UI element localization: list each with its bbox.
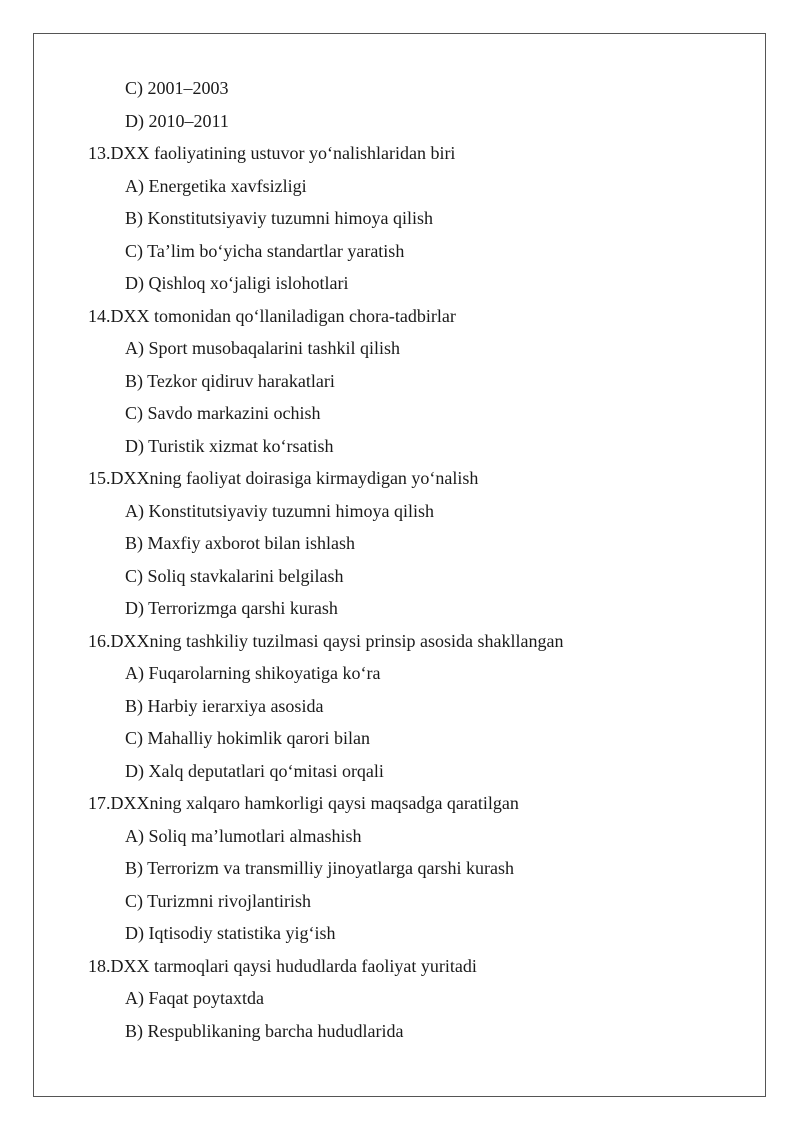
answer-option-15c: C) Soliq stavkalarini belgilash xyxy=(125,565,344,586)
answer-option-14d: D) Turistik xizmat ko‘rsatish xyxy=(125,435,334,456)
question-14: 14.DXX tomonidan qo‘llaniladigan chora-tadbirlar xyxy=(88,305,456,326)
question-13: 13.DXX faoliyatining ustuvor yo‘nalishlaridan biri xyxy=(88,143,456,163)
answer-option-16c: C) Mahalliy hokimlik qarori bilan xyxy=(125,728,370,748)
answer-option-12c: C) 2001–2003 xyxy=(125,78,229,98)
answer-option-15a: A) Konstitutsiyaviy tuzumni himoya qilish xyxy=(125,500,434,521)
answer-option-16a: A) Fuqarolarning shikoyatiga ko‘ra xyxy=(125,663,381,683)
answer-option-18a: A) Faqat poytaxtda xyxy=(125,988,264,1008)
answer-option-13c: C) Ta’lim bo‘yicha standartlar yaratish xyxy=(125,240,405,261)
answer-option-13b: B) Konstitutsiyaviy tuzumni himoya qilish xyxy=(125,208,433,228)
answer-option-16b: B) Harbiy ierarxiya asosida xyxy=(125,695,324,716)
answer-option-13a: A) Energetika xavfsizligi xyxy=(125,175,307,196)
answer-option-12d: D) 2010–2011 xyxy=(125,110,229,131)
question-18: 18.DXX tarmoqlari qaysi hududlarda faoliyat yuritadi xyxy=(88,955,477,976)
answer-option-17c: C) Turizmni rivojlantirish xyxy=(125,890,312,911)
answer-option-14c: C) Savdo markazini ochish xyxy=(125,403,321,423)
question-list xyxy=(88,72,748,1047)
question-17: 17.DXXning xalqaro hamkorligi qaysi maqsadga qaratilgan xyxy=(88,793,519,813)
answer-option-13d: D) Qishloq xo‘jaligi islohotlari xyxy=(125,273,349,293)
answer-option-17d: D) Iqtisodiy statistika yig‘ish xyxy=(125,923,336,943)
answer-option-14b: B) Tezkor qidiruv harakatlari xyxy=(125,370,335,391)
answer-option-17a: A) Soliq ma’lumotlari almashish xyxy=(125,825,362,846)
question-15: 15.DXXning faoliyat doirasiga kirmaydigan yo‘nalish xyxy=(88,468,479,488)
answer-option-14a: A) Sport musobaqalarini tashkil qilish xyxy=(125,338,400,358)
question-16: 16.DXXning tashkiliy tuzilmasi qaysi prinsip asosida shakllangan xyxy=(88,630,564,651)
answer-option-18b: B) Respublikaning barcha hududlarida xyxy=(125,1020,404,1041)
answer-option-15b: B) Maxfiy axborot bilan ishlash xyxy=(125,533,355,553)
answer-option-15d: D) Terrorizmga qarshi kurash xyxy=(125,598,338,618)
answer-option-17b: B) Terrorizm va transmilliy jinoyatlarga qarshi kurash xyxy=(125,858,514,878)
answer-option-16d: D) Xalq deputatlari qo‘mitasi orqali xyxy=(125,760,384,781)
